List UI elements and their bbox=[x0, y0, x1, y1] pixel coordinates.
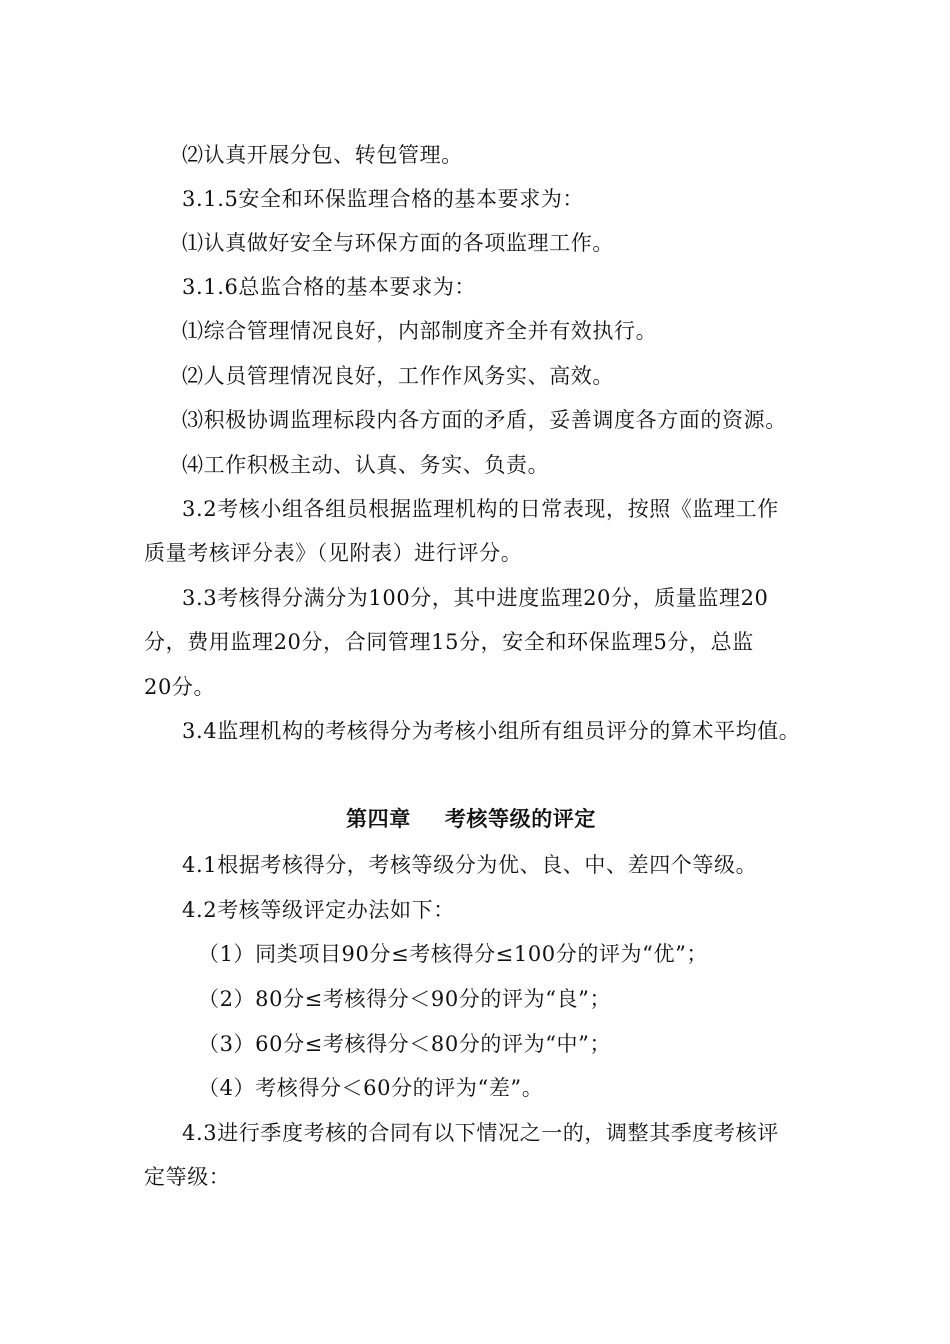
paragraph-line: 3.2考核小组各组员根据监理机构的日常表现，按照《监理工作 bbox=[182, 497, 779, 521]
paragraph-line: 3.1.6总监合格的基本要求为： bbox=[182, 275, 477, 299]
list-item: （3）60分≤考核得分＜80分的评为“中”； bbox=[198, 1032, 612, 1056]
paragraph-line: 4.1根据考核得分，考核等级分为优、良、中、差四个等级。 bbox=[182, 853, 758, 877]
paragraph-line: 4.2考核等级评定办法如下： bbox=[182, 898, 455, 922]
paragraph-line: 定等级： bbox=[144, 1165, 231, 1189]
paragraph-line: ⑵认真开展分包、转包管理。 bbox=[182, 143, 463, 167]
paragraph-line: ⑷工作积极主动、认真、务实、负责。 bbox=[182, 453, 550, 477]
paragraph-line: 质量考核评分表》（见附表）进行评分。 bbox=[144, 541, 523, 565]
chapter-title: 考核等级的评定 bbox=[444, 807, 597, 831]
paragraph-line: 3.4监理机构的考核得分为考核小组所有组员评分的算术平均值。 bbox=[182, 719, 801, 743]
paragraph-line: ⑶积极协调监理标段内各方面的矛盾，妥善调度各方面的资源。 bbox=[182, 408, 787, 432]
paragraph-line: 4.3进行季度考核的合同有以下情况之一的，调整其季度考核评 bbox=[182, 1121, 779, 1145]
paragraph-line: 3.1.5安全和环保监理合格的基本要求为： bbox=[182, 187, 585, 211]
paragraph-line: ⑴认真做好安全与环保方面的各项监理工作。 bbox=[182, 231, 614, 255]
list-item: （1）同类项目90分≤考核得分≤100分的评为“优”； bbox=[198, 942, 709, 966]
list-item: （4）考核得分＜60分的评为“差”。 bbox=[198, 1076, 544, 1100]
paragraph-line: 分，费用监理20分，合同管理15分，安全和环保监理5分，总监 bbox=[144, 630, 754, 654]
chapter-number: 第四章 bbox=[346, 807, 411, 831]
chapter-heading bbox=[346, 805, 596, 833]
paragraph-line: 20分。 bbox=[144, 675, 216, 699]
paragraph-line: ⑵人员管理情况良好，工作作风务实、高效。 bbox=[182, 364, 614, 388]
list-item: （2）80分≤考核得分＜90分的评为“良”； bbox=[198, 987, 612, 1011]
paragraph-line: ⑴综合管理情况良好，内部制度齐全并有效执行。 bbox=[182, 319, 658, 343]
paragraph-line: 3.3考核得分满分为100分，其中进度监理20分，质量监理20 bbox=[182, 586, 769, 610]
